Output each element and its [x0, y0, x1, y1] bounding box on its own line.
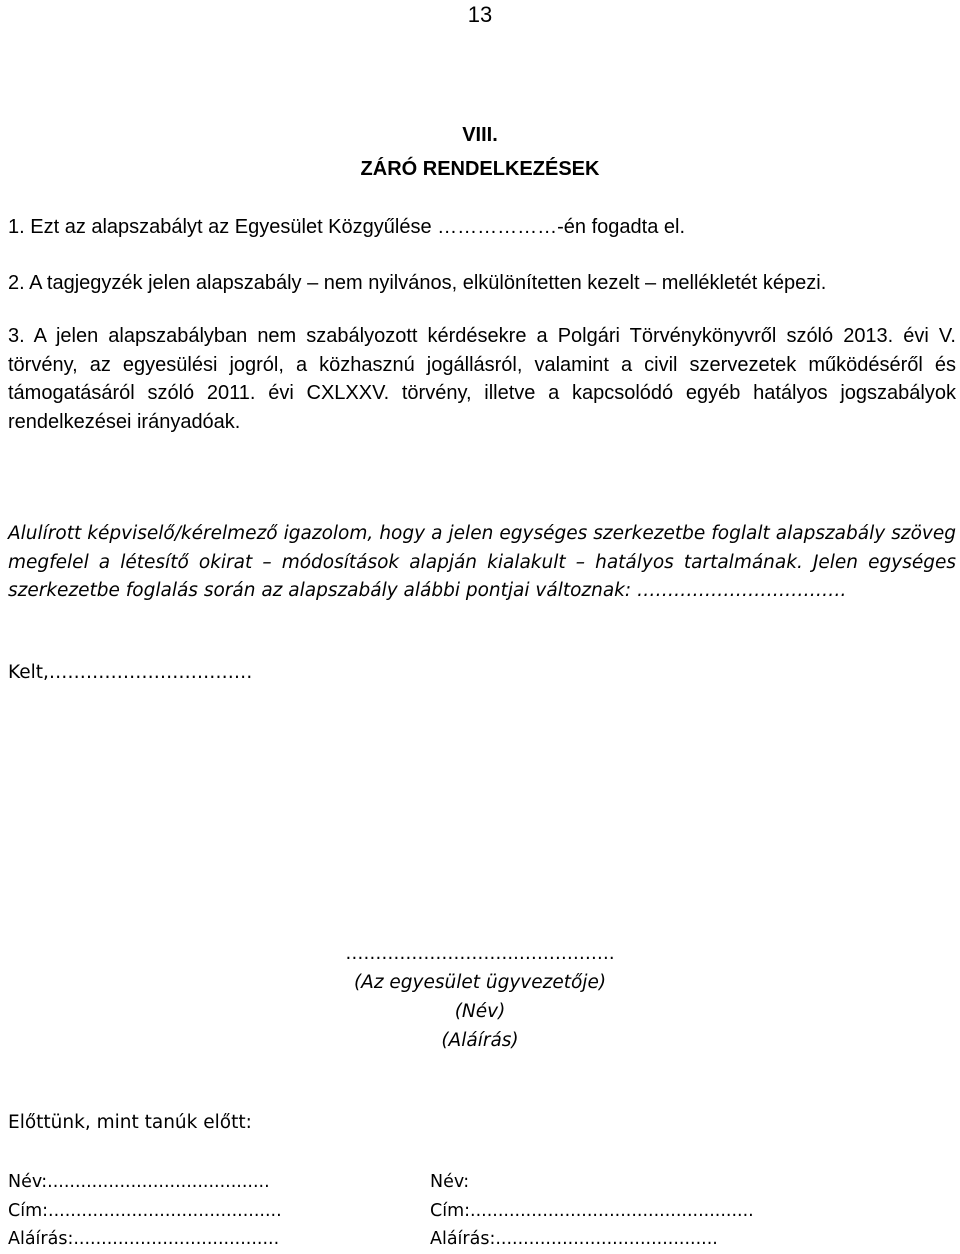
section-number: VIII. — [462, 124, 498, 146]
certification-paragraph: Alulírott képviselő/kérelmező igazolom, hogy a jelen egységes szerkezetbe foglalt alapszabály szöveg megfelel a létesítő okirat – módosítások alapján kialakult – hatályos tartalmának. Jelen egységes szerkezetbe foglalás során az alapszabály alábbi pontjai változnak: ……………………………. — [8, 523, 956, 601]
section-title: ZÁRÓ RENDELKEZÉSEK — [360, 158, 600, 180]
clause-1: 1. Ezt az alapszabályt az Egyesület Közgyűlése ………………-én fogadta el. — [8, 216, 686, 238]
witness-right-signature: Aláírás:........................................ — [430, 1229, 718, 1249]
witness-right-address: Cím:................................................... — [430, 1200, 754, 1221]
witness-left-address: Cím:.......................................... — [8, 1200, 282, 1221]
signature-dots: ………………………..……………. — [345, 943, 615, 964]
page-number: 13 — [467, 2, 493, 27]
clause-2: 2. A tagjegyzék jelen alapszabály – nem nyilvános, elkülönítetten kezelt – mellékletét képezi. — [8, 272, 827, 294]
kelt-line: Kelt,…………………………… — [8, 662, 253, 683]
witness-left — [8, 1168, 282, 1254]
witness-left-signature: Aláírás:..................................... — [8, 1229, 280, 1249]
clause-3: 3. A jelen alapszabályban nem szabályozott kérdésekre a Polgári Törvénykönyvről szóló 2013. évi V. törvény, az egyesülési jogról, a közhasznú jogállásról, valamint a civil szervezetek működéséről és támogatásáról szóló 2011. évi CXLXXV. törvény, illetve a kapcsolódó egyéb hatályos jogszabályok rendelkezései irányadóak. — [8, 325, 956, 433]
signature-sign: (Aláírás) — [441, 1030, 519, 1051]
witnesses-heading: Előttünk, mint tanúk előtt: — [8, 1112, 252, 1133]
witness-left-name: Név:........................................ — [8, 1172, 270, 1192]
signature-name: (Név) — [454, 1001, 506, 1022]
signature-role: (Az egyesület ügyvezetője) — [353, 972, 607, 993]
witness-right — [430, 1168, 754, 1254]
witness-right-name: Név: — [430, 1172, 470, 1192]
